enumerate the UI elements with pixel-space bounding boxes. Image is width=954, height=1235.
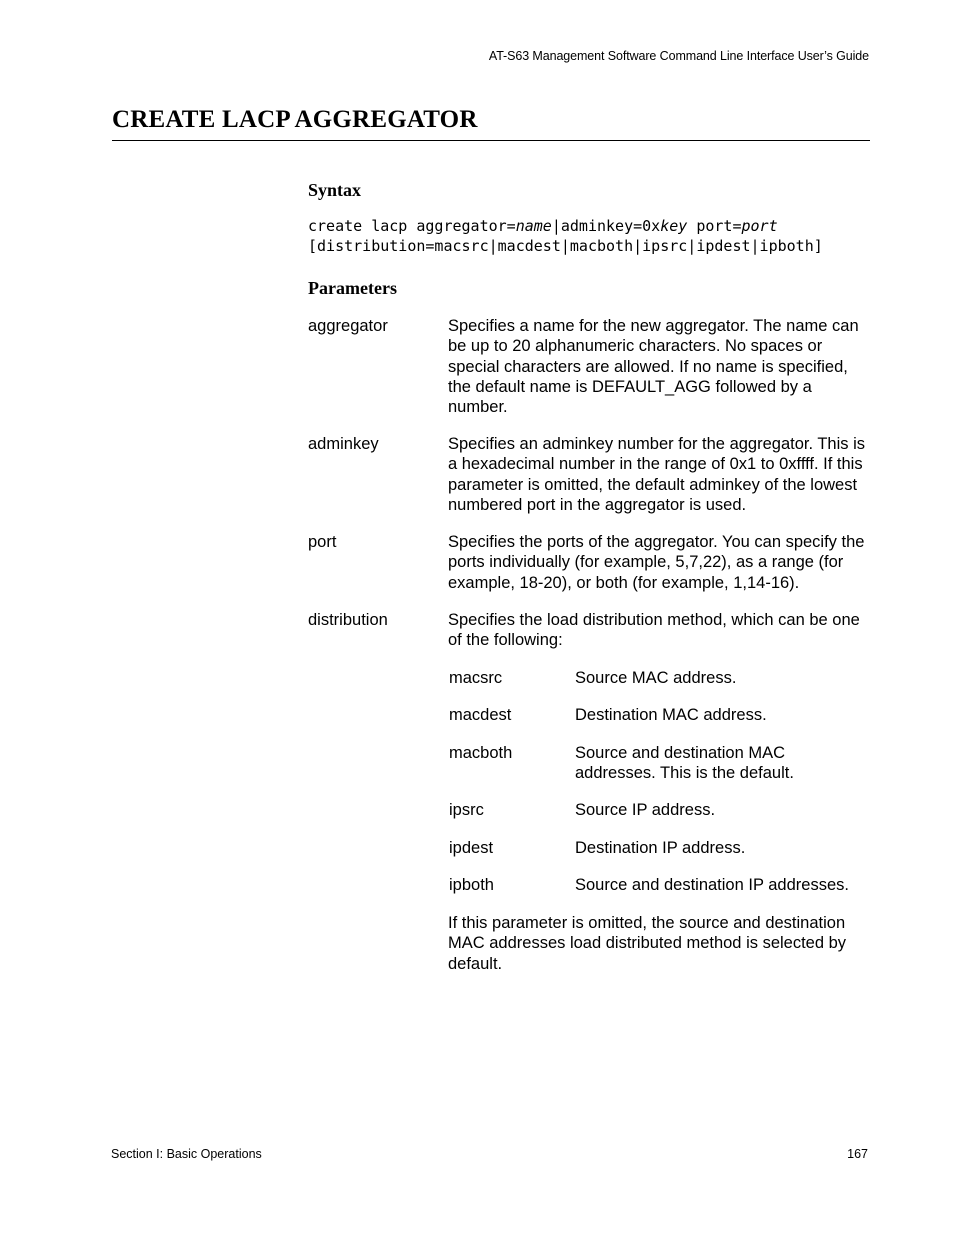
option-desc-ipdest: Destination IP address. — [575, 839, 746, 857]
syntax-text: |adminkey=0x — [551, 217, 661, 235]
option-desc-macdest: Destination MAC address. — [575, 706, 767, 724]
syntax-code-block — [308, 216, 823, 256]
option-desc-macsrc: Source MAC address. — [575, 669, 737, 687]
parameters-heading: Parameters — [308, 278, 397, 298]
syntax-variable-name: name — [515, 217, 552, 235]
option-desc-ipboth: Source and destination IP addresses. — [575, 876, 849, 894]
param-desc-distribution: Specifies the load distribution method, which can be one of the following: — [448, 611, 860, 650]
param-name-aggregator: aggregator — [308, 317, 388, 335]
page-number: 167 — [847, 1147, 868, 1161]
option-name-macsrc: macsrc — [449, 669, 503, 687]
syntax-text: port= — [687, 217, 742, 235]
option-name-macdest: macdest — [449, 706, 512, 724]
syntax-line-2: [distribution=macsrc|macdest|macboth|ipsrc|ipdest|ipboth] — [308, 237, 823, 255]
param-name-adminkey: adminkey — [308, 435, 379, 453]
option-name-ipdest: ipdest — [449, 839, 494, 857]
option-name-macboth: macboth — [449, 744, 513, 762]
syntax-heading: Syntax — [308, 180, 362, 200]
option-desc-ipsrc: Source IP address. — [575, 801, 716, 819]
distribution-default-note: If this parameter is omitted, the source and destination MAC addresses load distributed method is selected by default. — [448, 914, 847, 973]
param-name-distribution: distribution — [308, 611, 388, 629]
option-desc-macboth: Source and destination MAC addresses. This is the default. — [575, 744, 794, 783]
syntax-variable-port: port — [741, 217, 778, 235]
param-desc-port: Specifies the ports of the aggregator. You can specify the ports individually (for example, 5,7,22), as a range (for example, 18-20), or both (for example, 1,14-16). — [448, 533, 865, 592]
title-rule — [112, 140, 870, 141]
syntax-text: create lacp aggregator= — [308, 217, 516, 235]
page-title: CREATE LACP AGGREGATOR — [112, 106, 478, 133]
footer-section: Section I: Basic Operations — [111, 1147, 262, 1161]
option-name-ipsrc: ipsrc — [449, 801, 484, 819]
running-header: AT-S63 Management Software Command Line Interface User’s Guide — [488, 49, 869, 63]
param-desc-aggregator: Specifies a name for the new aggregator. The name can be up to 20 alphanumeric characters. No spaces or special characters are allowed. If no name is specified, the default name is DEFAULT_AGG followed by a number. — [448, 317, 859, 417]
param-desc-adminkey: Specifies an adminkey number for the aggregator. This is a hexadecimal number in the range of 0x1 to 0xffff. If this parameter is omitted, the default adminkey of the lowest numbered port in the aggregator is used. — [448, 435, 866, 514]
syntax-variable-key: key — [660, 217, 688, 235]
option-name-ipboth: ipboth — [449, 876, 494, 894]
param-name-port: port — [308, 533, 337, 551]
